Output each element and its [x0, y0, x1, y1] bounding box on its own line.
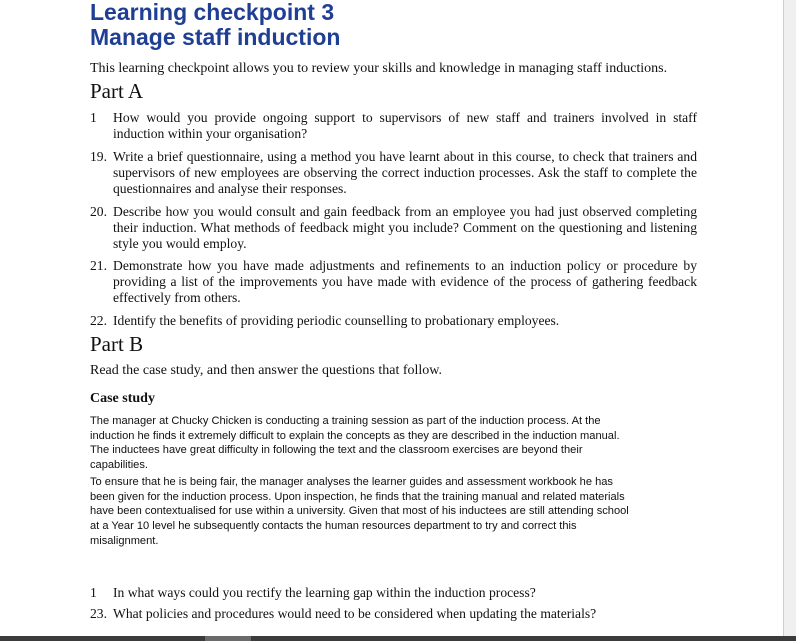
case-study-heading: Case study [90, 391, 155, 406]
question-text: What policies and procedures would need to be considered when updating the materials? [113, 606, 597, 621]
question-item [90, 258, 697, 305]
question-number: 20. [90, 204, 107, 219]
page-subtitle: Manage staff induction [90, 24, 341, 50]
vertical-scrollbar[interactable] [783, 0, 796, 641]
question-text: Identify the benefits of providing periodic counselling to probationary employees. [113, 313, 560, 328]
question-number: 19. [90, 149, 107, 164]
question-item [90, 110, 697, 142]
question-text: In what ways could you rectify the learning gap within the induction process? [113, 585, 536, 600]
page-title: Learning checkpoint 3 [90, 0, 335, 25]
case-study-lead: Read the case study, and then answer the questions that follow. [90, 363, 442, 378]
part-a-heading: Part A [90, 79, 144, 103]
case-study-paragraph: The manager at Chucky Chicken is conducting a training session as part of the induction process. At the induction he finds it extremely difficult to explain the concepts as they are described in the induction manual. The inductees have great difficulty in following the text and the classroom exercises are beyond their capabilities. [90, 415, 620, 472]
question-number: 21. [90, 258, 107, 273]
question-number: 23. [90, 606, 107, 621]
question-number: 22. [90, 313, 107, 328]
horizontal-scrollbar[interactable] [0, 636, 796, 641]
intro-text: This learning checkpoint allows you to review your skills and knowledge in managing staff inductions. [90, 61, 668, 76]
question-text: How would you provide ongoing support to supervisors of new staff and trainers involved in staff induction within your organisation? [113, 110, 697, 141]
question-number: 1 [90, 585, 97, 600]
question-number: 1 [90, 110, 97, 125]
part-b-heading: Part B [90, 332, 144, 356]
question-text: Write a brief questionnaire, using a method you have learnt about in this course, to check that trainers and supervisors of new employees are observing the correct induction processes. Ask the staff to complete the questionnaires and analyse their responses. [113, 149, 697, 196]
question-item [90, 204, 697, 251]
scrollbar-thumb[interactable] [205, 636, 251, 641]
case-study-paragraph: To ensure that he is being fair, the manager analyses the learner guides and assessment workbook he has been given for the induction process. Upon inspection, he finds that the training manual and related materials have been contextualised for use within a university. Given that most of his inductees are still attending school at a Year 10 level he subsequently contacts the human resources department to try and correct this misalignment. [90, 476, 629, 547]
question-text: Demonstrate how you have made adjustments and refinements to an induction policy or procedure by providing a list of the improvements you have made with evidence of the process of gathering feedback effectively from others. [113, 258, 697, 305]
question-item [90, 149, 697, 196]
question-item [90, 606, 697, 622]
question-item [90, 313, 697, 329]
question-text: Describe how you would consult and gain feedback from an employee you had just observed completing their induction. What methods of feedback might you include? Comment on the questioning and listening style you would employ. [113, 204, 697, 251]
question-item [90, 585, 697, 601]
